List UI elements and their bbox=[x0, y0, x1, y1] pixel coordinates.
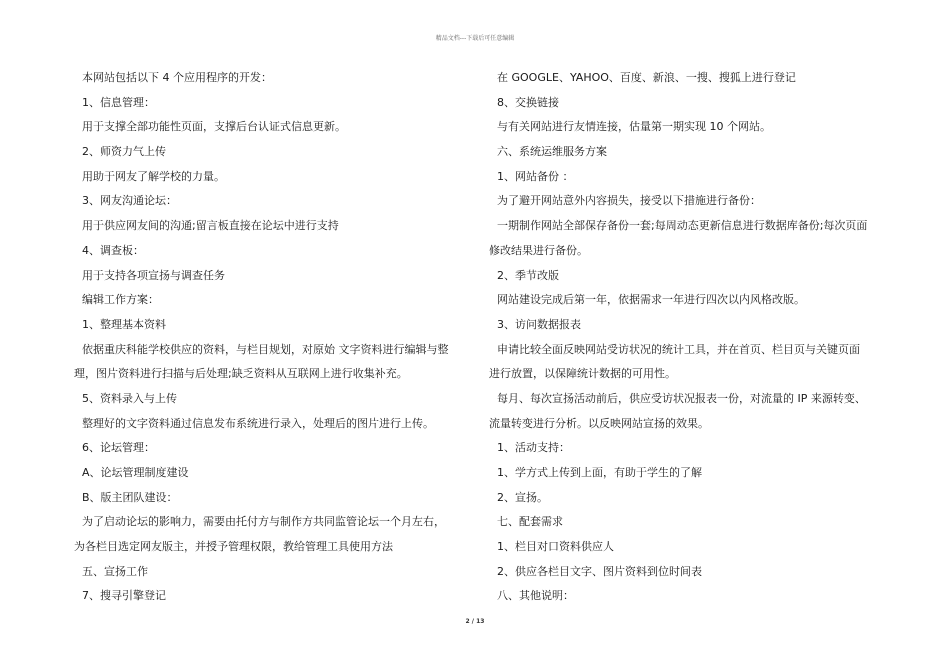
text-line: 3、网友沟通论坛： bbox=[82, 194, 177, 208]
text-line: 4、调查板： bbox=[82, 243, 144, 257]
right-text-column bbox=[489, 66, 879, 609]
text-line: 2、供应各栏目文字、图片资料到位时间表 bbox=[497, 564, 702, 578]
text-line: 修改结果进行备份。 bbox=[489, 243, 588, 257]
text-line: B、版主团队建设： bbox=[82, 490, 178, 504]
text-line: 整理好的文字资料通过信息发布系统进行录入，处理后的图片进行上传。 bbox=[82, 416, 434, 430]
text-line: 网站建设完成后第一年，依据需求一年进行四次以内风格改版。 bbox=[497, 293, 805, 307]
text-line: 为了避开网站意外内容损失，接受以下措施进行备份： bbox=[497, 194, 761, 208]
text-line: 1、学方式上传到上面，有助于学生的了解 bbox=[497, 466, 702, 479]
text-line: A、论坛管理制度建设 bbox=[82, 466, 189, 479]
text-line: 2、季节改版 bbox=[497, 268, 559, 282]
text-line: 本网站包括以下 4 个应用程序的开发： bbox=[82, 71, 272, 84]
text-line: 为各栏目选定网友版主，并授予管理权限，教给管理工具使用方法 bbox=[74, 540, 393, 554]
text-line: 为了启动论坛的影响力，需要由托付方与制作方共同监管论坛一个月左右， bbox=[82, 515, 445, 529]
text-line: 用于支持各项宣扬与调查任务 bbox=[82, 268, 225, 282]
text-line: 五、宣扬工作 bbox=[82, 564, 148, 578]
page-number: 2 / 13 bbox=[465, 618, 485, 625]
text-line: 一期制作网站全部保存备份一套;每周动态更新信息进行数据库备份;每次页面 bbox=[497, 219, 868, 233]
text-line: 流量转变进行分析。以反映网站宣扬的效果。 bbox=[489, 416, 709, 430]
text-line: 3、访问数据报表 bbox=[497, 317, 581, 331]
text-line: 1、活动支持： bbox=[497, 441, 570, 455]
text-line: 八、其他说明： bbox=[497, 589, 574, 603]
text-line: 1、信息管理： bbox=[82, 95, 155, 109]
text-line: 6、论坛管理： bbox=[82, 441, 155, 455]
text-line: 七、配套需求 bbox=[497, 515, 563, 529]
text-line: 申请比较全面反映网站受访状况的统计工具，并在首页、栏目页与关键页面 bbox=[497, 342, 860, 356]
text-line: 7、搜寻引擎登记 bbox=[82, 589, 166, 603]
text-line: 编辑工作方案： bbox=[82, 293, 159, 307]
text-line: 六、系统运维服务方案 bbox=[497, 145, 607, 159]
page-header: 精品文档---下载后可任意编辑 bbox=[435, 35, 515, 42]
text-line: 与有关网站进行友情连接，估量第一期实现 10 个网站。 bbox=[497, 120, 771, 134]
text-line: 1、网站备份 ： bbox=[497, 169, 574, 183]
text-line: 进行放置，以保障统计数据的可用性。 bbox=[489, 367, 676, 381]
text-line: 依据重庆科能学校供应的资料，与栏目规划，对原始 文字资料进行编辑与整 bbox=[82, 342, 449, 356]
text-line: 每月、每次宣扬活动前后，供应受访状况报表一份，对流量的 IP 来源转变、 bbox=[497, 391, 866, 405]
text-line: 用助于网友了解学校的力量。 bbox=[82, 169, 225, 183]
text-line: 2、宣扬。 bbox=[497, 490, 548, 504]
text-line: 用于支撑全部功能性页面，支撑后台认证式信息更新。 bbox=[82, 120, 346, 134]
text-line: 1、整理基本资料 bbox=[82, 317, 166, 331]
text-line: 5、资料录入与上传 bbox=[82, 391, 177, 405]
text-line: 在 GOOGLE、YAHOO、百度、新浪、一搜、搜狐上进行登记 bbox=[497, 71, 796, 84]
text-line: 8、交换链接 bbox=[497, 95, 559, 109]
text-line: 1、栏目对口资料供应人 bbox=[497, 540, 614, 554]
text-line: 用于供应网友间的沟通;留言板直接在论坛中进行支持 bbox=[82, 219, 339, 233]
left-text-column bbox=[74, 66, 464, 609]
text-line: 理，图片资料进行扫描与后处理;缺乏资料从互联网上进行收集补充。 bbox=[74, 367, 408, 381]
text-line: 2、师资力气上传 bbox=[82, 145, 166, 159]
